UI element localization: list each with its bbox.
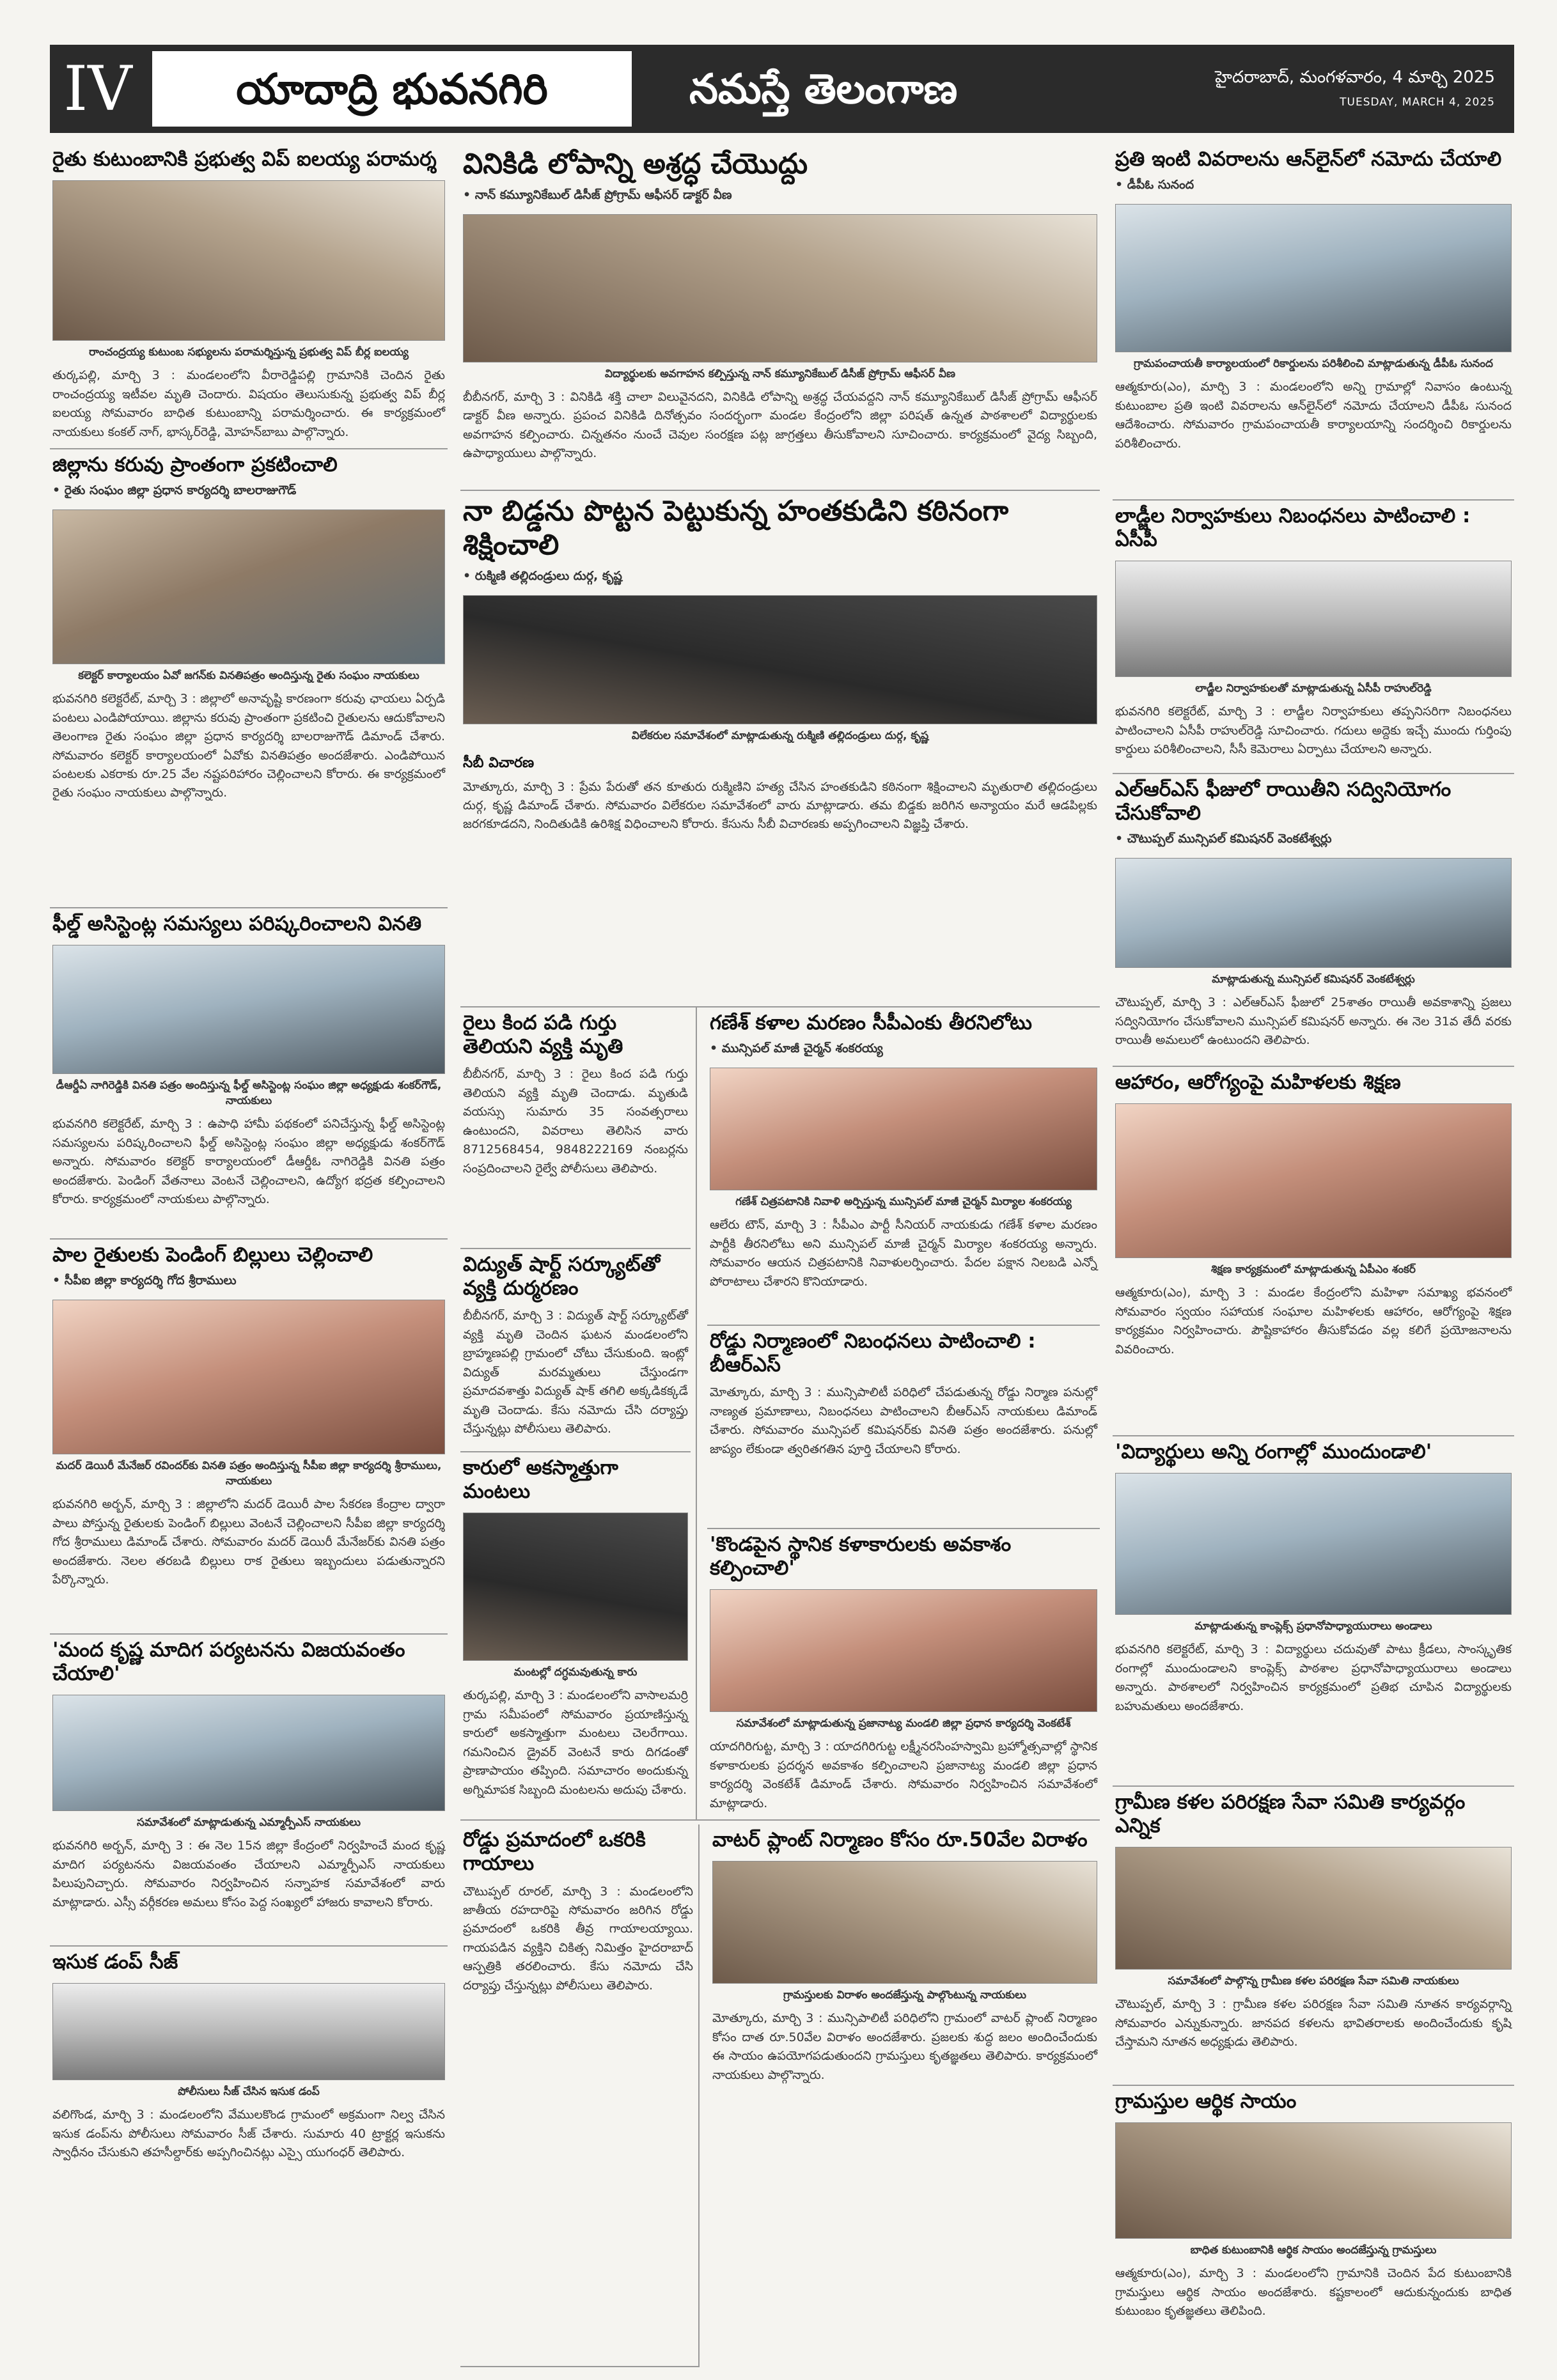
article-body: భువనగిరి కలెక్టరేట్, మార్చి 3 : విద్యార్థులు చదువుతో పాటు క్రీడలు, సాంస్కృతిక రంగాల్లో ముందుండాలని కాంప్లెక్స్ పాఠశాల ప్రధానోపాధ్యాయురాలు అండాలు అన్నారు. పాఠశాలలో నిర్వహించిన కార్యక్రమంలో ప్రతిభ చూపిన విద్యార్థులకు బహుమతులు అందజేశారు. [1115,1642,1512,1713]
article-photo [1115,204,1512,352]
article-headline: 'విద్యార్థులు అన్ని రంగాల్లో ముందుండాలి' [1115,1440,1432,1463]
article-photo [712,1861,1097,1984]
article-headline: ఆహారం, ఆరోగ్యంపై మహిళలకు శిక్షణ [1115,1071,1401,1094]
photo-caption: సమావేశంలో పాల్గొన్న గ్రామీణ కళల పరిరక్షణ సేవా సమితి నాయకులు [1168,1975,1459,1988]
article [460,1452,691,1819]
article-headline: నా బిడ్డను పొట్టన పెట్టుకున్న హంతకుడిని కఠినంగా శిక్షించాలి [463,495,1009,561]
article-headline: రోడ్డు ప్రమాదంలో ఒకరికి గాయాలు [463,1828,646,1876]
article-body: ఆత్మకూరు(ఎం), మార్చి 3 : మండలంలోని గ్రామానికి చెందిన పేద కుటుంబానికి గ్రామస్తులు ఆర్థిక సాయం అందజేశారు. కష్టకాలంలో ఆదుకున్నందుకు బాధిత కుటుంబం కృతజ్ఞతలు తెలిపింది. [1115,2266,1512,2319]
article [460,491,1100,1007]
photo-caption: గ్రామపంచాయతీ కార్యాలయంలో రికార్డులను పరిశీలించి మాట్లాడుతున్న డీపీఓ సునంద [1134,357,1493,371]
article-photo [52,1983,445,2080]
column-right [1113,144,1514,2367]
article-body: యాదగిరిగుట్ట, మార్చి 3 : యాదగిరిగుట్ట లక్ష్మీనరసింహస్వామి బ్రహ్మోత్సవాల్లో స్థానిక కళాకారులకు ప్రదర్శన అవకాశం కల్పించాలని ప్రజానాట్య మండలి జిల్లా ప్రధాన కార్యదర్శి వెంకటేశ్ డిమాండ్ చేశారు. సోమవారం నిర్వహించిన సమావేశంలో మాట్లాడారు. [710,1739,1097,1810]
article-body: బీబీనగర్, మార్చి 3 : విద్యుత్ షార్ట్ సర్క్యూట్‌తో వ్యక్తి మృతి చెందిన ఘటన మండలంలోని బ్రాహ్మణపల్లి గ్రామంలో చోటు చేసుకుంది. ఇంట్లో విద్యుత్ మరమ్మతులు చేస్తుండగా ప్రమాదవశాత్తు విద్యుత్ షాక్ తగిలి అక్కడికక్కడే మృతి చెందాడు. కేసు నమోదు చేసి దర్యాప్తు చేస్తున్నట్లు పోలీసులు తెలిపారు. [463,1309,688,1436]
article-byline: • రైతు సంఘం జిల్లా ప్రధాన కార్యదర్శి బాలరాజుగౌడ్ [52,483,297,498]
article-body: మోత్కూరు, మార్చి 3 : ప్రేమ పేరుతో తన కూతురు రుక్మిణిని హత్య చేసిన హంతకుడిని కఠినంగా శిక్షించాలని మృతురాలి తల్లిదండ్రులు దుర్గ, కృష్ణ డిమాండ్ చేశారు. సోమవారం విలేకరుల సమావేశంలో వారు మాట్లాడారు. తమ బిడ్డకు జరిగిన అన్యాయం మరే ఆడపిల్లకు జరగకూడదని, నిందితుడికి ఉరిశిక్ష విధించాలని కోరారు. కేసును సీబీ విచారణకు అప్పగించాలని విజ్ఞప్తి చేశారు. [463,779,1097,832]
article-photo [1115,1847,1512,1970]
article-headline: 'కొండపైన స్థానిక కళాకారులకు అవకాశం కల్పించాలి' [710,1533,1012,1580]
article-byline: • రుక్మిణి తల్లిదండ్రులు దుర్గ, కృష్ణ [463,568,622,583]
article-body: ఆత్మకూరు(ఎం), మార్చి 3 : మండల కేంద్రంలోని మహిళా సమాఖ్య భవనంలో సోమవారం స్వయం సహాయక సంఘాల మహిళలకు ఆహారం, ఆరోగ్యంపై శిక్షణ కార్యక్రమం నిర్వహించారు. పౌష్టికాహారం తీసుకోవడం వల్ల కలిగే ప్రయోజనాలను వివరించారు. [1115,1286,1512,1357]
article-body: మోత్కూరు, మార్చి 3 : మున్సిపాలిటీ పరిధిలోని గ్రామంలో వాటర్ ప్లాంట్ నిర్మాణం కోసం దాత రూ.50వేల విరాళం అందజేశారు. ప్రజలకు శుద్ధ జలం అందించేందుకు ఈ సాయం ఉపయోగపడుతుందని గ్రామస్తులు కృతజ్ఞతలు తెలిపారు. కార్యక్రమంలో నాయకులు పాల్గొన్నారు. [712,2011,1097,2082]
article-photo [52,1695,445,1811]
article-body: భువనగిరి అర్బన్, మార్చి 3 : జిల్లాలోని మదర్ డెయిరీ పాల సేకరణ కేంద్రాల ద్వారా పాలు పోస్తున్న రైతులకు పెండింగ్ బిల్లులు వెంటనే చెల్లించాలని సీపీఐ జిల్లా కార్యదర్శి గోద శ్రీరాములు డిమాండ్ చేశారు. సోమవారం మదర్ డెయిరీ మేనేజర్‌కు వినతి పత్రం అందజేశారు. నెలల తరబడి బిల్లులు రాక రైతులు ఇబ్బందులు పడుతున్నారని పేర్కొన్నారు. [52,1497,445,1587]
article-photo [1115,2122,1512,2239]
article-headline: గ్రామస్తుల ఆర్థిక సాయం [1115,2090,1297,2113]
column-center [460,144,1100,2367]
article [50,1947,448,2367]
article [1113,1067,1514,1436]
article [710,1824,1100,2367]
article-headline: వాటర్ ప్లాంట్ నిర్మాణం కోసం రూ.50వేల విరాళం [712,1828,1088,1852]
article [707,1529,1100,1819]
article [1113,1787,1514,2086]
article-subhead: సీబీ విచారణ [463,754,535,771]
section-title: యాదాద్రి భువనగిరి [152,51,632,127]
article-headline: లాడ్జీల నిర్వాహకులు నిబంధనలు పాటించాలి : ఏసీపీ [1115,504,1471,552]
article-body: బీబీనగర్, మార్చి 3 : రైలు కింద పడి గుర్తు తెలియని వ్యక్తి మృతి చెందాడు. మృతుడి వయస్సు సుమారు 35 సంవత్సరాలు ఉంటుందని, వివరాలు తెలిసిన వారు 8712568454, 9848222169 నంబర్లను సంప్రదించాలని రైల్వే పోలీసులు తెలిపారు. [463,1067,688,1176]
photo-caption: మంటల్లో దగ్ధమవుతున్న కారు [513,1666,638,1679]
article [50,144,448,449]
article [50,1635,448,1947]
article [707,1007,1100,1326]
article [50,1240,448,1635]
article [460,1249,691,1452]
article [1113,144,1514,501]
article-body: బీబీనగర్, మార్చి 3 : వినికిడి శక్తి చాలా విలువైనదని, వినికిడి లోపాన్ని అశ్రద్ధ చేయవద్దని నాన్ కమ్యూనికేబుల్ డిసీజ్ ప్రోగ్రామ్ ఆఫీసర్ డాక్టర్ వీణ అన్నారు. ప్రపంచ వినికిడి దినోత్సవం సందర్భంగా మండల కేంద్రంలోని జిల్లా పరిషత్ ఉన్నత పాఠశాలలో విద్యార్థులకు అవగాహన కల్పించారు. చిన్నతనం నుంచే చెవుల సంరక్షణ పట్ల జాగ్రత్తలు తీసుకోవాలని సూచించారు. కార్యక్రమంలో వైద్య సిబ్బంది, ఉపాధ్యాయులు పాల్గొన్నారు. [463,389,1097,461]
article [1113,501,1514,774]
article-byline: • నాన్ కమ్యూనికేబుల్ డిసీజ్ ప్రోగ్రామ్ ఆఫీసర్ డాక్టర్ వీణ [463,187,732,202]
article-headline: వినికిడి లోపాన్ని అశ్రద్ధ చేయొద్దు [463,148,808,180]
article [460,144,1100,491]
article-byline: • సీపీఐ జిల్లా కార్యదర్శి గోద శ్రీరాములు [52,1273,237,1288]
photo-caption: విద్యార్థులకు అవగాహన కల్పిస్తున్న నాన్ కమ్యూనికేబుల్ డిసీజ్ ప్రోగ్రామ్ ఆఫీసర్ వీణ [604,367,956,380]
article-photo [463,1513,688,1661]
article [1113,1436,1514,1787]
article-body: చౌటుప్పల్ రూరల్, మార్చి 3 : మండలంలోని జాతీయ రహదారిపై సోమవారం జరిగిన రోడ్డు ప్రమాదంలో ఒకరికి తీవ్ర గాయాలయ్యాయి. గాయపడిన వ్యక్తిని చికిత్స నిమిత్తం హైదరాబాద్ ఆస్పత్రికి తరలించారు. కేసు నమోదు చేసి దర్యాప్తు చేస్తున్నట్లు పోలీసులు తెలిపారు. [463,1884,693,1993]
article-photo [52,945,445,1074]
article-photo [1115,1473,1512,1615]
article-headline: గ్రామీణ కళల పరిరక్షణ సేవా సమితి కార్యవర్గం ఎన్నిక [1115,1791,1466,1838]
issue-date: హైదరాబాద్, మంగళవారం, 4 మార్చి 2025 [1215,68,1495,87]
article-body: భువనగిరి కలెక్టరేట్, మార్చి 3 : జిల్లాలో అనావృష్టి కారణంగా కరువు ఛాయలు ఏర్పడి పంటలు ఎండిపోయాయి. జిల్లాను కరువు ప్రాంతంగా ప్రకటించి రైతులను ఆదుకోవాలని తెలంగాణ రైతు సంఘం జిల్లా ప్రధాన కార్యదర్శి బాలరాజుగౌడ్ డిమాండ్ చేశారు. సోమవారం కలెక్టర్ కార్యాలయంలో ఏవోకు వినతిపత్రం అందజేశారు. ఎండిపోయిన పంటలకు ఎకరాకు రూ.25 వేల నష్టపరిహారం చెల్లించాలని కోరారు. ఈ కార్యక్రమంలో రైతు సంఘం నాయకులు పాల్గొన్నారు. [52,692,445,800]
photo-caption: మాట్లాడుతున్న మున్సిపల్ కమిషనర్ వెంకటేశ్వర్లు [1212,973,1415,986]
article-byline: • డీపీఓ సునంద [1115,178,1194,192]
article-photo [1115,1103,1512,1258]
article [460,1007,691,1249]
article-body: భువనగిరి కలెక్టరేట్, మార్చి 3 : లాడ్జీల నిర్వాహకులు తప్పనిసరిగా నిబంధనలు పాటించాలని ఏసీపీ రాహుల్‌రెడ్డి సూచించారు. గదులు అద్దెకు ఇచ్చే ముందు గుర్తింపు కార్డులు పరిశీలించాలని, సీసీ కెమెరాలు ఏర్పాటు చేయాలని అన్నారు. [1115,704,1512,757]
masthead [50,45,1514,133]
article-headline: రైతు కుటుంబానికి ప్రభుత్వ విప్ ఐలయ్య పరామర్శ [52,148,437,171]
photo-caption: గ్రామస్తులకు విరాళం అందజేస్తున్న పాల్గొంటున్న నాయకులు [783,1989,1027,2002]
article-headline: జిల్లాను కరువు ప్రాంతంగా ప్రకటించాలి [52,453,338,476]
issue-date-english: TUESDAY, MARCH 4, 2025 [1340,96,1495,109]
article [460,1824,700,2367]
article-photo [52,1300,445,1454]
photo-caption: శిక్షణ కార్యక్రమంలో మాట్లాడుతున్న ఏపీఎం శంకర్ [1211,1263,1416,1277]
article [1113,774,1514,1067]
article-body: తుర్కపల్లి, మార్చి 3 : మండలంలోని వాసాలమర్రి గ్రామ సమీపంలో సోమవారం ప్రయాణిస్తున్న కారులో అకస్మాత్తుగా మంటలు చెలరేగాయి. గమనించిన డ్రైవర్ వెంటనే కారు దిగడంతో ప్రాణాపాయం తప్పింది. సమాచారం అందుకున్న అగ్నిమాపక సిబ్బంది మంటలను అదుపు చేశారు. [463,1688,688,1797]
center-split-row-1 [460,1007,1100,1819]
article-photo [52,180,445,341]
article-byline: • చౌటుప్పల్ మున్సిపల్ కమిషనర్ వెంకటేశ్వర్లు [1115,832,1332,846]
newspaper-name: నమస్తే తెలంగాణ [689,66,958,113]
article [707,1326,1100,1529]
center-split-row-2 [460,1819,1100,2367]
center-subcolumn [707,1007,1100,1819]
article-body: భువనగిరి అర్బన్, మార్చి 3 : ఈ నెల 15న జిల్లా కేంద్రంలో నిర్వహించే మంద కృష్ణ మాదిగ పర్యటనను విజయవంతం చేయాలని ఎమ్మార్పీఎస్ నాయకులు పిలుపునిచ్చారు. సోమవారం నిర్వహించిన సన్నాహక సమావేశంలో వారు మాట్లాడారు. ఎస్సీ వర్గీకరణ అమలు కోసం పెద్ద సంఖ్యలో హాజరు కావాలని కోరారు. [52,1839,445,1909]
article-headline: ప్రతి ఇంటి వివరాలను ఆన్‌లైన్‌లో నమోదు చేయాలి [1115,148,1502,171]
article-photo [1115,561,1512,677]
article-body: వలిగొండ, మార్చి 3 : మండలంలోని వేములకొండ గ్రామంలో అక్రమంగా నిల్వ చేసిన ఇసుక డంప్‌ను పోలీసులు సోమవారం సీజ్ చేశారు. సుమారు 40 ట్రాక్టర్ల ఇసుకను స్వాధీనం చేసుకుని తహసీల్దార్‌కు అప్పగించినట్లు ఎస్సై యుగంధర్ తెలిపారు. [52,2108,445,2160]
article-headline: పాల రైతులకు పెండింగ్ బిల్లులు చెల్లించాలి [52,1243,373,1266]
photo-caption: మాట్లాడుతున్న కాంప్లెక్స్ ప్రధానోపాధ్యాయురాలు అండాలు [1194,1620,1432,1633]
photo-caption: విలేకరుల సమావేశంలో మాట్లాడుతున్న రుక్మిణి తల్లిదండ్రులు దుర్గ, కృష్ణ [631,729,929,742]
photo-caption: గణేశ్ చిత్రపటానికి నివాళి అర్పిస్తున్న మున్సిపల్ మాజీ చైర్మన్ మిర్యాల శంకరయ్య [735,1195,1072,1209]
article-body: చౌటుప్పల్, మార్చి 3 : ఎల్‌ఆర్ఎస్ ఫీజులో 25శాతం రాయితీ అవకాశాన్ని ప్రజలు సద్వినియోగం చేసుకోవాలని మున్సిపల్ కమిషనర్ అన్నారు. ఈ నెల 31వ తేదీ వరకు రాయితీ అమలులో ఉంటుందని తెలిపారు. [1115,995,1512,1048]
photo-caption: డీఆర్డీఏ నాగిరెడ్డికి వినతి పత్రం అందిస్తున్న ఫీల్డ్ అసిస్టెంట్ల సంఘం జిల్లా అధ్యక్షుడు శంకర్‌గౌడ్, నాయకులు [56,1079,442,1108]
photo-caption: కలెక్టర్ కార్యాలయం ఏవో జగన్‌కు వినతిపత్రం అందిస్తున్న రైతు సంఘం నాయకులు [78,669,419,683]
article-headline: గణేశ్ కళాల మరణం సీపీఎంకు తీరనిలోటు [710,1011,1032,1034]
photo-caption: మదర్ డెయిరీ మేనేజర్ రవిందర్‌కు వినతి పత్రం అందిస్తున్న సీపీఐ జిల్లా కార్యదర్శి శ్రీరాములు, నాయకులు [56,1459,442,1488]
center-subcolumn [460,1007,697,1819]
article-body: తుర్కపల్లి, మార్చి 3 : మండలంలోని వీరారెడ్డిపల్లి గ్రామానికి చెందిన రైతు రాంచంద్రయ్య ఇటీవల మృతి చెందారు. విషయం తెలుసుకున్న ప్రభుత్వ విప్ బీర్ల ఐలయ్య సోమవారం బాధిత కుటుంబాన్ని పరామర్శించారు. ఈ కార్యక్రమంలో నాయకులు కంకల్ నాగ్, భాస్కర్‌రెడ్డి, మోహన్‌బాబు పాల్గొన్నారు. [52,368,445,439]
photo-caption: పోలీసులు సీజ్ చేసిన ఇసుక డంప్ [178,2085,320,2099]
page-number: IV [63,53,132,125]
article-body: ఆలేరు టౌన్, మార్చి 3 : సీపీఎం పార్టీ సీనియర్ నాయకుడు గణేశ్ కళాల మరణం పార్టీకి తీరనిలోటు అని మున్సిపల్ మాజీ చైర్మన్ మిర్యాల శంకరయ్య అన్నారు. సోమవారం ఆయన చిత్రపటానికి నివాళులర్పించారు. పేదల పక్షాన నిలబడి ఎన్నో పోరాటాలు చేశారని కొనియాడారు. [710,1218,1097,1289]
article [1113,2086,1514,2367]
article-headline: ఇసుక డంప్ సీజ్ [52,1950,178,1973]
article-photo [710,1068,1097,1190]
article-body: ఆత్మకూరు(ఎం), మార్చి 3 : మండలంలోని అన్ని గ్రామాల్లో నివాసం ఉంటున్న కుటుంబాల ప్రతి ఇంటి వివరాలను ఆన్‌లైన్‌లో నమోదు చేయాలని డీపీఓ సునంద ఆదేశించారు. సోమవారం గ్రామపంచాయతీ కార్యాలయాన్ని సందర్శించి రికార్డులను పరిశీలించారు. [1115,380,1512,451]
article-headline: రోడ్డు నిర్మాణంలో నిబంధనలు పాటించాలి : బీఆర్ఎస్ [710,1330,1036,1377]
article-headline: 'మంద కృష్ణ మాదిగ పర్యటనను విజయవంతం చేయాలి' [52,1638,405,1686]
article-photo [52,509,445,664]
article-headline: ఫీల్డ్ అసిస్టెంట్ల సమస్యలు పరిష్కరించాలని వినతి [52,912,422,935]
photo-caption: లాడ్జీల నిర్వాహకులతో మాట్లాడుతున్న ఏసీపీ రాహుల్‌రెడ్డి [1195,682,1432,696]
article [50,449,448,908]
article-body: చౌటుప్పల్, మార్చి 3 : గ్రామీణ కళల పరిరక్షణ సేవా సమితి నూతన కార్యవర్గాన్ని సోమవారం ఎన్నుకున్నారు. జానపద కళలను భావితరాలకు అందించేందుకు కృషి చేస్తామని నూతన అధ్యక్షుడు తెలిపారు. [1115,1997,1512,2049]
photo-caption: సమావేశంలో మాట్లాడుతున్న ప్రజానాట్య మండలి జిల్లా ప్రధాన కార్యదర్శి వెంకటేశ్ [736,1717,1071,1731]
article [50,908,448,1240]
article-headline: రైలు కింద పడి గుర్తు తెలియని వ్యక్తి మృతి [463,1011,623,1059]
photo-caption: బాధిత కుటుంబానికి ఆర్థిక సాయం అందజేస్తున్న గ్రామస్తులు [1190,2244,1437,2257]
article-photo [710,1589,1097,1712]
article-photo [463,595,1097,724]
article-body: మోత్కూరు, మార్చి 3 : మున్సిపాలిటీ పరిధిలో చేపడుతున్న రోడ్డు నిర్మాణ పనుల్లో నాణ్యత ప్రమాణాలు, నిబంధనలు పాటించాలని బీఆర్ఎస్ నాయకులు డిమాండ్ చేశారు. సోమవారం మున్సిపల్ కమిషనర్‌కు వినతి పత్రం అందజేశారు. పనుల్లో జాప్యం లేకుండా త్వరితగతిన పూర్తి చేయాలని కోరారు. [710,1385,1097,1456]
article-byline: • మున్సిపల్ మాజీ చైర్మన్ శంకరయ్య [710,1041,883,1056]
article-photo [1115,858,1512,968]
article-headline: విద్యుత్ షార్ట్ సర్క్యూట్‌తో వ్యక్తి దుర్మరణం [463,1253,661,1300]
column-left [50,144,448,2367]
article-photo [463,214,1097,362]
photo-caption: రాంచంద్రయ్య కుటుంబ సభ్యులను పరామర్శిస్తున్న ప్రభుత్వ విప్ బీర్ల ఐలయ్య [89,346,409,359]
article-headline: ఎల్‌ఆర్ఎస్ ఫీజులో రాయితీని సద్వినియోగం చేసుకోవాలి [1115,778,1451,825]
photo-caption: సమావేశంలో మాట్లాడుతున్న ఎమ్మార్పీఎస్ నాయకులు [137,1816,361,1830]
article-headline: కారులో అకస్మాత్తుగా మంటలు [463,1456,618,1504]
article-body: భువనగిరి కలెక్టరేట్, మార్చి 3 : ఉపాధి హామీ పథకంలో పనిచేస్తున్న ఫీల్డ్ అసిస్టెంట్ల సమస్యలను పరిష్కరించాలని ఫీల్డ్ అసిస్టెంట్ల సంఘం జిల్లా అధ్యక్షుడు శంకర్‌గౌడ్ అన్నారు. సోమవారం కలెక్టర్ కార్యాలయంలో డీఆర్డీఓ నాగిరెడ్డికి వినతి పత్రం అందజేశారు. పెండింగ్ వేతనాలు వెంటనే చెల్లించాలని, ఉద్యోగ భద్రత కల్పించాలని కోరారు. కార్యక్రమంలో నాయకులు పాల్గొన్నారు. [52,1117,445,1206]
